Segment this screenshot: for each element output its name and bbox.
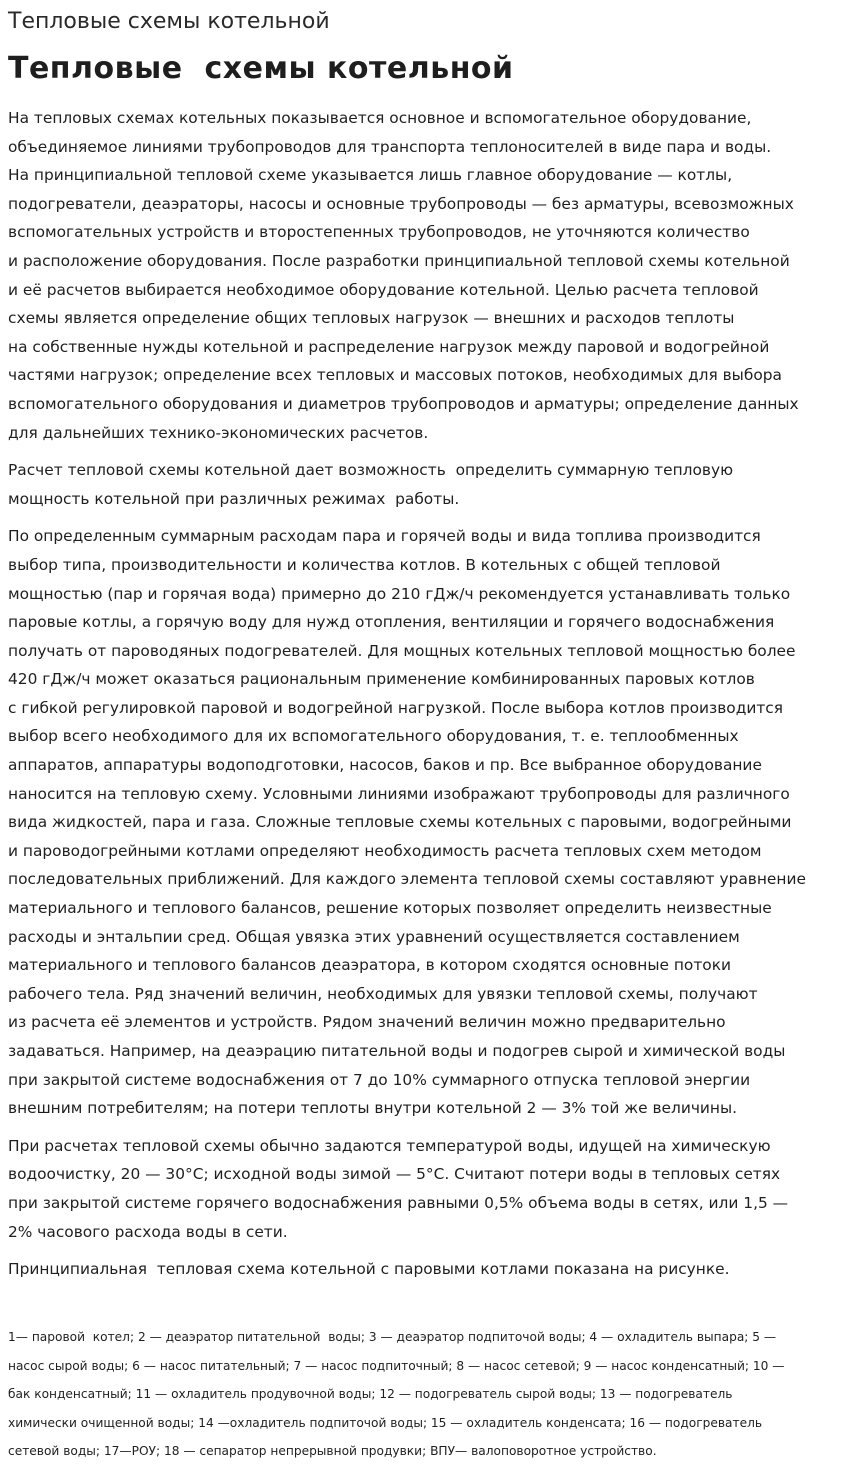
paragraph-line: По определенным суммарным расходам пара и горячей воды и вида топлива производится — [8, 527, 761, 546]
paragraph — [8, 522, 840, 1122]
paragraph-line: задаваться. Например, на деаэрацию питательной воды и подогрев сырой и химической воды — [8, 1042, 786, 1060]
legend-line: насос сырой воды; 6 — насос питательный; 7 — насос подпиточный; 8 — насос сетевой; 9 — насос конденсатный; 10 — — [8, 1358, 785, 1373]
paragraph-line: 2% часового расхода воды в сети. — [8, 1222, 288, 1241]
legend-line: сетевой воды; 17—РОУ; 18 — сепаратор непрерывной продувки; ВПУ— валоповоротное устройство. — [8, 1444, 657, 1459]
paragraph-line: и её расчетов выбирается необходимое оборудование котельной. Целью расчета тепловой — [8, 280, 759, 299]
paragraph-line: материального и теплового балансов деаэратора, в котором сходятся основные потоки — [8, 956, 732, 975]
legend-line: химически очищенной воды; 14 —охладитель подпиточой воды; 15 — охладитель конденсата; 16 — подогреватель — [8, 1415, 763, 1430]
paragraph-line: На тепловых схемах котельных показывается основное и вспомогательное оборудование, — [8, 109, 752, 127]
paragraph-line: вспомогательного оборудования и диаметров трубопроводов и арматуры; определение данных — [8, 394, 799, 413]
paragraph-line: с гибкой регулировкой паровой и водогрейной нагрузкой. После выбора котлов производится — [8, 698, 784, 717]
paragraph-line: объединяемое линиями трубопроводов для транспорта теплоносителей в виде пара и воды. — [8, 137, 772, 156]
paragraph-line: получать от пароводяных подогревателей. Для мощных котельных тепловой мощностью более — [8, 641, 796, 660]
paragraph-line: выбор всего необходимого для их вспомогательного оборудования, т. е. теплообменных — [8, 727, 739, 746]
paragraph-line: на собственные нужды котельной и распределение нагрузок между паровой и водогрейной — [8, 337, 770, 356]
paragraph-line: При расчетах тепловой схемы обычно задаются температурой воды, идущей на химическую — [8, 1136, 771, 1155]
paragraph-line: Расчет тепловой схемы котельной дает возможность определить суммарную тепловую — [8, 461, 734, 480]
paragraph-line: рабочего тела. Ряд значений величин, необходимых для увязки тепловой схемы, получают — [8, 984, 758, 1003]
paragraph-line: вида жидкостей, пара и газа. Сложные тепловые схемы котельных с паровыми, водогрейными — [8, 813, 792, 832]
paragraph-line: и расположение оборудования. После разработки принципиальной тепловой схемы котельной — [8, 251, 790, 270]
paragraph-line: вспомогательных устройств и второстепенных трубопроводов, не уточняются количество — [8, 223, 750, 242]
paragraph-line: На принципиальной тепловой схеме указывается лишь главное оборудование — котлы, — [8, 166, 733, 185]
paragraph-line: материального и теплового балансов, решение которых позволяет определить неизвестные — [8, 899, 772, 918]
paragraph — [8, 456, 840, 513]
paragraph — [8, 1255, 840, 1284]
paragraph-line: Принципиальная тепловая схема котельной с паровыми котлами показана на рисунке. — [8, 1260, 730, 1279]
paragraph-line: аппаратов, аппаратуры водоподготовки, насосов, баков и пр. Все выбранное оборудование — [8, 756, 762, 775]
paragraph-line: мощность котельной при различных режимах работы. — [8, 489, 460, 508]
document-title: Тепловые схемы котельной — [8, 9, 330, 34]
legend-line: 1— паровой котел; 2 — деаэратор питательной воды; 3 — деаэратор подпиточой воды; 4 — охладитель выпара; 5 — — [8, 1330, 777, 1344]
paragraph — [8, 104, 840, 447]
paragraph-line: выбор типа, производительности и количества котлов. В котельных с общей тепловой — [8, 555, 721, 574]
paragraph-line: водоочистку, 20 — 30°С; исходной воды зимой — 5°С. Считают потери воды в тепловых сетях — [8, 1165, 781, 1184]
paragraph-line: из расчета её элементов и устройств. Рядом значений величин можно предварительно — [8, 1013, 726, 1032]
paragraph-line: паровые котлы, а горячую воду для нужд отопления, вентиляции и горячего водоснабжения — [8, 613, 775, 632]
figure-legend — [8, 1323, 840, 1466]
paragraph-line: внешним потребителям; на потери теплоты внутри котельной 2 — 3% той же величины. — [8, 1099, 738, 1118]
paragraph-line: для дальнейших технико-экономических расчетов. — [8, 423, 429, 442]
paragraph — [8, 1132, 840, 1246]
paragraph-line: расходы и энтальпии сред. Общая увязка этих уравнений осуществляется составлением — [8, 927, 740, 946]
legend-line: бак конденсатный; 11 — охладитель продувочной воды; 12 — подогреватель сырой воды; 13 — подогреватель — [8, 1387, 733, 1402]
paragraph-line: при закрытой системе горячего водоснабжения равными 0,5% объема воды в сетях, или 1,5 — — [8, 1193, 789, 1212]
page-heading: Тепловые схемы котельной — [8, 51, 514, 86]
paragraph-line: 420 гДж/ч может оказаться рациональным применение комбинированных паровых котлов — [8, 670, 755, 689]
paragraph-line: последовательных приближений. Для каждого элемента тепловой схемы составляют уравнение — [8, 870, 806, 889]
paragraph-line: частями нагрузок; определение всех тепловых и массовых потоков, необходимых для выбора — [8, 366, 782, 385]
paragraph-line: схемы является определение общих тепловых нагрузок — внешних и расходов теплоты — [8, 309, 735, 328]
paragraph-line: мощностью (пар и горячая вода) примерно до 210 гДж/ч рекомендуется устанавливать только — [8, 584, 791, 603]
paragraph-line: и пароводогрейными котлами определяют необходимость расчета тепловых схем методом — [8, 841, 762, 860]
article-body — [8, 104, 840, 1293]
paragraph-line: наносится на тепловую схему. Условными линиями изображают трубопроводы для различного — [8, 784, 790, 803]
paragraph-line: при закрытой системе водоснабжения от 7 до 10% суммарного отпуска тепловой энергии — [8, 1070, 751, 1089]
paragraph-line: подогреватели, деаэраторы, насосы и основные трубопроводы — без арматуры, всевозможных — [8, 194, 794, 213]
